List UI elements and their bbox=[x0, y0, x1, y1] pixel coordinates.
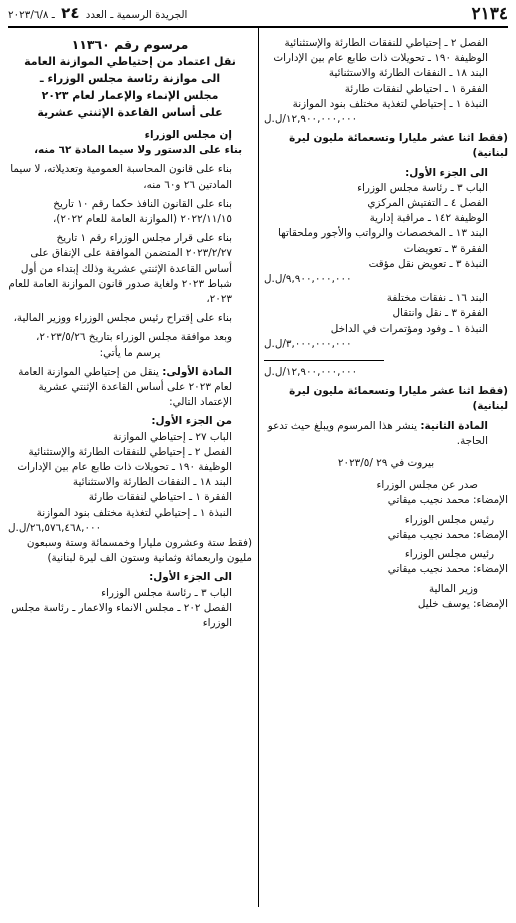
budget-line: الوظيفة ١٩٠ ـ تحويلات ذات طابع عام بين الإدارات bbox=[273, 52, 488, 65]
page-number: ٢١٣٤ bbox=[471, 4, 508, 25]
decree-number: مرسوم رقم ١١٣٦٠ bbox=[71, 37, 189, 52]
budget-line: الفقرة ١ ـ احتياطي لنفقات طارئة bbox=[88, 491, 232, 504]
budget-line: البند ١٦ ـ نفقات مختلفة bbox=[386, 292, 488, 305]
budget-line: الفصل ٢ ـ إحتياطي للنفقات الطارئة والإستثنائية bbox=[28, 445, 232, 458]
budget-line: الباب ٣ ـ رئاسة مجلس الوزراء bbox=[357, 181, 488, 194]
budget-line: الفقرة ٣ ـ تعويضات bbox=[403, 242, 488, 255]
amount-line: ٩,٩٠٠,٠٠٠,٠٠٠/ل.ل bbox=[264, 273, 352, 286]
decrees-following: يرسم ما يأتي: bbox=[99, 346, 161, 359]
budget-line: الفصل ٢٠٢ ـ مجلس الانماء والاعمار ـ رئاسة مجلس الوزراء bbox=[11, 601, 232, 630]
column-divider bbox=[258, 28, 259, 907]
section-heading: من الجزء الأول: bbox=[151, 415, 232, 428]
signature-line: الإمضاء: محمد نجيب ميقاتي bbox=[387, 563, 508, 576]
budget-line: النبذة ١ ـ وفود ومؤتمرات في الداخل bbox=[330, 322, 488, 335]
budget-line: الوظيفة ١٤٢ ـ مراقبة إدارية bbox=[369, 212, 488, 225]
amount-line: ١٢,٩٠٠,٠٠٠,٠٠٠/ل.ل bbox=[264, 113, 358, 126]
right-column bbox=[264, 36, 508, 913]
budget-line: الفقرة ٣ ـ نقل وانتقال bbox=[392, 307, 488, 320]
signature-line: الإمضاء: محمد نجيب ميقاتي bbox=[387, 494, 508, 507]
total-amount-line: ١٢,٩٠٠,٠٠٠,٠٠٠/ل.ل bbox=[264, 366, 358, 379]
article-text: ينشر هذا المرسوم ويبلغ حيث تدعو الحاجة. bbox=[267, 419, 488, 447]
preamble-line: وبعد موافقة مجلس الوزراء بتاريخ ٢٠٢٣/٥/٢٦، bbox=[36, 331, 232, 344]
budget-line: الفصل ٤ ـ التفتيش المركزي bbox=[367, 197, 488, 210]
budget-line: النبذة ١ ـ إحتياطي لتغذية مختلف بنود الموازنة bbox=[292, 97, 488, 110]
article-two bbox=[264, 419, 508, 449]
amount-in-words: (فقط اثنا عشر مليارا وتسعمائة مليون ليرة لبنانية) bbox=[289, 385, 508, 413]
preamble-heading: إن مجلس الوزراء bbox=[144, 129, 232, 141]
journal-issue-line bbox=[8, 6, 187, 23]
budget-line: الباب ٣ ـ رئاسة مجلس الوزراء bbox=[101, 586, 232, 599]
decree-title-line: نقل اعتماد من إحتياطي الموازنة العامة bbox=[24, 55, 236, 68]
signature-title: رئيس مجلس الوزراء bbox=[404, 513, 494, 526]
budget-line: البند ١٣ ـ المخصصات والرواتب والأجور وملحقاتها bbox=[277, 227, 488, 240]
signature-title: صدر عن مجلس الوزراء bbox=[376, 479, 478, 492]
signature-title: وزير المالية bbox=[428, 582, 478, 595]
article-label: المادة الثانية: bbox=[420, 419, 488, 432]
journal-name: الجريدة الرسمية ـ العدد bbox=[85, 9, 188, 22]
budget-line: الباب ٢٧ ـ إحتياطي الموازنة bbox=[112, 430, 232, 443]
page-header bbox=[8, 4, 508, 28]
budget-line: الفقرة ١ ـ احتياطي لنفقات طارئة bbox=[344, 82, 488, 95]
article-label: المادة الأولى: bbox=[162, 365, 232, 378]
issue-number: ٢٤ bbox=[61, 4, 80, 23]
preamble-line: بناء على القانون النافذ حكما رقم ١٠ تاريخ ٢٠٢٢/١١/١٥ (الموازنة العامة للعام ٢٠٢٢)، bbox=[52, 197, 232, 226]
budget-line: النبذة ٣ ـ تعويض نقل مؤقت bbox=[368, 257, 488, 270]
preamble-line: بناء على قرار مجلس الوزراء رقم ١ تاريخ ٢٠٢٣/٢/٢٧ المتضمن الموافقة على الإنفاق على أساس القاعدة الإثنتي عشرية وذلك إبتداء من أول شباط ٢٠٢٣ ولغاية صدور قانون الموازنة العامة للعام ٢٠٢٣، bbox=[8, 232, 232, 306]
article-text: ينقل من إحتياطي الموازنة العامة لعام ٢٠٢٣ على أساس القاعدة الإثنتي عشرية الإعتماد التالي: bbox=[18, 365, 232, 409]
budget-line: البند ١٨ ـ النفقات الطارئة والاستثنائية bbox=[328, 67, 488, 80]
article-one bbox=[8, 365, 252, 411]
amount-in-words: (فقط اثنا عشر مليارا وتسعمائة مليون ليرة لبنانية) bbox=[289, 132, 508, 160]
amount-line: ٣,٠٠٠,٠٠٠,٠٠٠/ل.ل bbox=[264, 337, 352, 350]
decree-title-line: على أساس القاعدة الإثنتي عشرية bbox=[37, 106, 223, 119]
issue-date: ـ ٢٠٢٣/٦/٨ bbox=[8, 9, 55, 22]
place-date-line: بيروت في ٢٩ /٢٠٢٣/٥ bbox=[337, 457, 435, 470]
budget-line: النبذة ١ ـ إحتياطي لتغذية مختلف بنود الموازنة bbox=[36, 506, 232, 519]
decree-title-line: الى موازنة رئاسة مجلس الوزراء ـ bbox=[39, 72, 221, 85]
preamble-line: بناء على إقتراح رئيس مجلس الوزراء ووزير المالية، bbox=[13, 312, 232, 325]
budget-line: الفصل ٢ ـ إحتياطي للنفقات الطارئة والإستثنائية bbox=[284, 37, 488, 49]
left-column bbox=[8, 36, 252, 913]
total-rule bbox=[264, 360, 384, 361]
amount-in-words: (فقط ستة وعشرون مليارا وخمسمائة وستة وسبعون مليون واربعمائة وثمانية وستون الف ليرة لبنانية) bbox=[26, 537, 252, 565]
budget-line: البند ١٨ ـ النفقات الطارئة والاستثنائية bbox=[72, 476, 232, 489]
preamble-line: بناء على الدستور ولا سيما المادة ٦٢ منه، bbox=[34, 144, 242, 157]
budget-line: الوظيفة ١٩٠ ـ تحويلات ذات طابع عام بين الإدارات bbox=[17, 461, 232, 474]
section-heading: الى الجزء الأول: bbox=[405, 166, 488, 179]
signature-line: الإمضاء: يوسف خليل bbox=[417, 597, 508, 610]
section-heading: الى الجزء الأول: bbox=[149, 571, 232, 584]
amount-line: ٢٦,٥٧٦,٤٦٨,٠٠٠/ل.ل bbox=[8, 521, 102, 534]
signature-line: الإمضاء: محمد نجيب ميقاتي bbox=[387, 528, 508, 541]
decree-title-line: مجلس الإنماء والإعمار لعام ٢٠٢٣ bbox=[41, 89, 219, 102]
signature-title: رئيس مجلس الوزراء bbox=[404, 548, 494, 561]
preamble-line: بناء على قانون المحاسبة العمومية وتعديلاته، لا سيما المادتين ٢٦ و٦٠ منه، bbox=[10, 163, 232, 191]
